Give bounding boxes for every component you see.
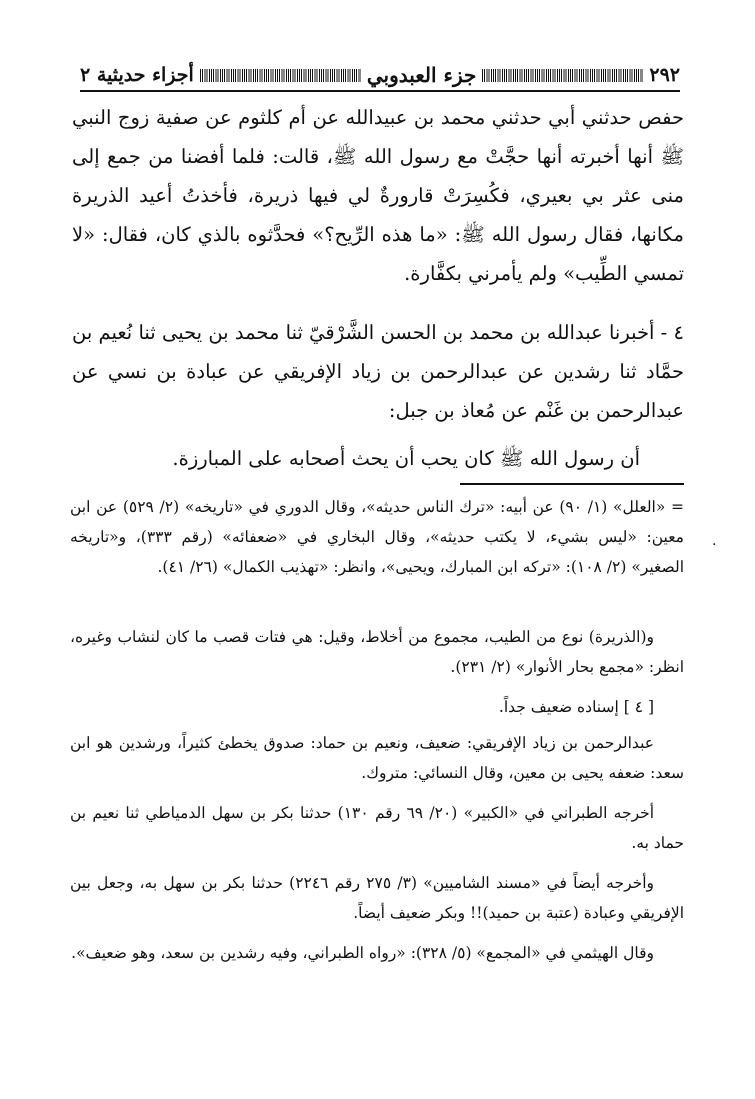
header-ornament-band bbox=[482, 69, 643, 82]
footnote-narrators: عبدالرحمن بن زياد الإفريقي: ضعيف، ونعيم بن حماد: صدوق يخطئ كثيراً، ورشدين هو ابن سعد: ضعفه يحيى بن معين، وقال النسائي: متروك. bbox=[70, 734, 684, 782]
page-header bbox=[80, 60, 680, 90]
series-title: أجزاء حديثية ٢ bbox=[79, 64, 194, 86]
footnote-dharira: و(الذريرة) نوع من الطيب، مجموع من أخلاط، وقيل: هي فتات قصب ما كان لنشاب وغيره، انظر: «مجمع بحار الأنوار» (٢/ ٢٣١). bbox=[70, 628, 684, 676]
margin-dot: · bbox=[712, 537, 717, 553]
footnote-takhrij-kabir: أخرجه الطبراني في «الكبير» (٢٠/ ٦٩ رقم ١٣٠) حدثنا بكر بن سهل الدمياطي ثنا نعيم بن حماد به. bbox=[70, 804, 684, 852]
footnote-separator bbox=[460, 483, 684, 485]
main-paragraph: حفص حدثني أبي حدثني محمد بن عبيدالله عن أم كلثوم عن صفية زوج النبي ﷺ أنها أخبرته أنها حجَّتْ مع رسول الله ﷺ، قالت: فلما أفضنا من جمع إلى منى عثر بي بعيري، فكُسِرَتْ قارورةٌ لي فيها ذريرة، فأخذتُ أعيد الذريرة مكانها، فقال رسول الله ﷺ: «ما هذه الرِّيح؟» فحدَّثوه بالذي كان، فقال: «لا تمسي الطِّيب» ولم يأمرني بكفَّارة. bbox=[72, 106, 684, 285]
hadith-4-isnad: ٤ - أخبرنا عبدالله بن محمد بن الحسن الشَّرْقيّ ثنا محمد بن يحيى ثنا نُعيم بن حمَّاد ثنا رشدين عن عبدالرحمن بن زياد الإفريقي عن عبادة بن نسي عن عبدالرحمن بن غَنْم عن مُعاذ بن جبل: bbox=[72, 321, 684, 422]
footnotes bbox=[70, 492, 684, 1008]
book-part-title: جزء العبدوبي bbox=[366, 63, 477, 87]
footnote-continuation: = «العلل» (١/ ٩٠) عن أبيه: «ترك الناس حديثه»، وقال الدوري في «تاريخه» (٢/ ٥٢٩) عن ابن معين: «ليس بشيء، لا يكتب حديثه»، وقال البخاري في «ضعفائه» (رقم ٣٣٣)، و«تاريخه الصغير» (٢/ ١٠٨): «تركه ابن المبارك، ويحيى»، وانظر: «تهذيب الكمال» (٢٦/ ٤١). bbox=[70, 498, 685, 576]
header-rule bbox=[80, 90, 680, 92]
hadith-4-matn: أن رسول الله ﷺ كان يحب أن يحث أصحابه على المبارزة. bbox=[172, 447, 640, 470]
page-number: ٢٩٢ bbox=[649, 64, 680, 86]
main-text bbox=[72, 98, 684, 478]
footnote-takhrij-shamiyyin: وأخرجه أيضاً في «مسند الشاميين» (٣/ ٢٧٥ رقم ٢٢٤٦) حدثنا بكر بن سهل به، وجعل بين الإفريقي وعبادة (عتبة بن حميد)!! وبكر ضعيف أيضاً. bbox=[70, 874, 684, 922]
footnote-grade: [ ٤ ] إسناده ضعيف جداً. bbox=[498, 698, 654, 716]
header-ornament-band bbox=[200, 69, 361, 82]
footnote-haythami: وقال الهيثمي في «المجمع» (٥/ ٣٢٨): «رواه الطبراني، وفيه رشدين بن سعد، وهو ضعيف». bbox=[71, 944, 654, 962]
